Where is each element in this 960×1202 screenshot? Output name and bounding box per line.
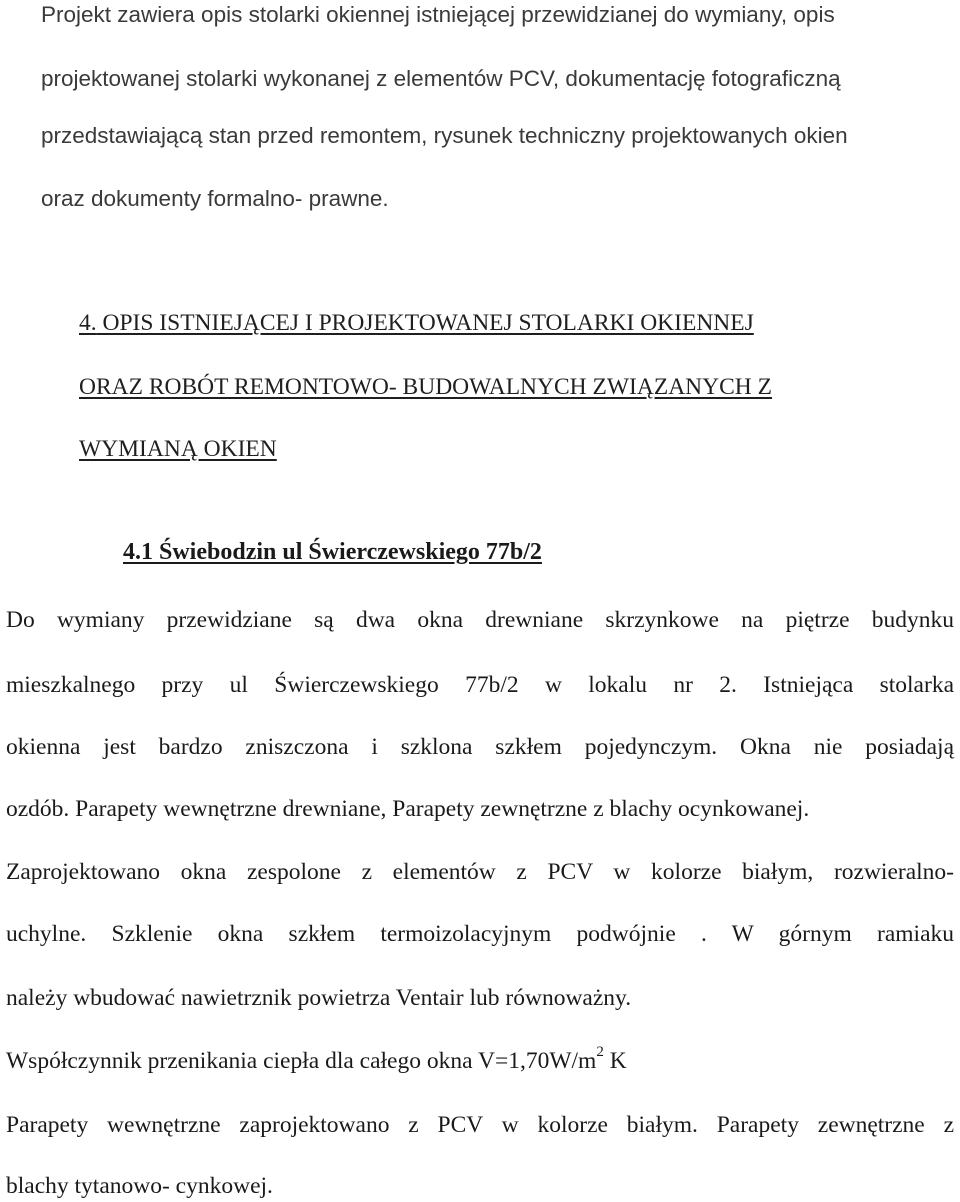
section-number: 4. xyxy=(79,310,97,336)
subsection-heading: 4.1 Świebodzin ul Świerczewskiego 77b/2 xyxy=(123,539,542,565)
intro-line: przedstawiającą stan przed remontem, rysunek techniczny projektowanych okien xyxy=(41,123,848,148)
body-line: Do wymiany przewidziane są dwa okna drewniane skrzynkowe na piętrze budynku xyxy=(6,607,954,633)
closing-line: Parapety wewnętrzne zaprojektowano z PCV w kolorze białym. Parapety zewnętrzne z xyxy=(6,1112,954,1138)
superscript: 2 xyxy=(596,1044,604,1060)
body-line: okienna jest bardzo zniszczona i szklona szkłem pojedynczym. Okna nie posiadają xyxy=(6,734,954,760)
section-heading-line: WYMIANĄ OKIEN xyxy=(79,436,277,462)
body-line: Zaprojektowano okna zespolone z elementów z PCV w kolorze białym, rozwieralno- xyxy=(6,859,954,885)
heat-coefficient-line: Współczynnik przenikania ciepła dla całego okna $V=1,70W/m^2$ K xyxy=(6,1044,627,1074)
body-line: uchylne. Szklenie okna szkłem termoizolacyjnym podwójnie . W górnym ramiaku xyxy=(6,921,954,947)
closing-line: blachy tytanowo- cynkowej. xyxy=(6,1173,273,1199)
body-line: mieszkalnego przy ul Świerczewskiego 77b/2 w lokalu nr 2. Istniejąca stolarka xyxy=(6,672,954,698)
intro-line: Projekt zawiera opis stolarki okiennej istniejącej przewidzianej do wymiany, opis xyxy=(41,2,835,27)
intro-line: oraz dokumenty formalno- prawne. xyxy=(41,186,389,211)
body-line: ozdób. Parapety wewnętrzne drewniane, Parapety zewnętrzne z blachy ocynkowanej. xyxy=(6,796,810,822)
intro-line: projektowanej stolarki wykonanej z elementów PCV, dokumentację fotograficzną xyxy=(41,66,841,91)
body-line: należy wbudować nawietrznik powietrza Ventair lub równoważny. xyxy=(6,985,632,1011)
section-heading-line: 4. OPIS ISTNIEJĄCEJ I PROJEKTOWANEJ STOLARKI OKIENNEJ xyxy=(79,310,754,336)
section-heading-line: ORAZ ROBÓT REMONTOWO- BUDOWALNYCH ZWIĄZANYCH Z xyxy=(79,374,772,400)
